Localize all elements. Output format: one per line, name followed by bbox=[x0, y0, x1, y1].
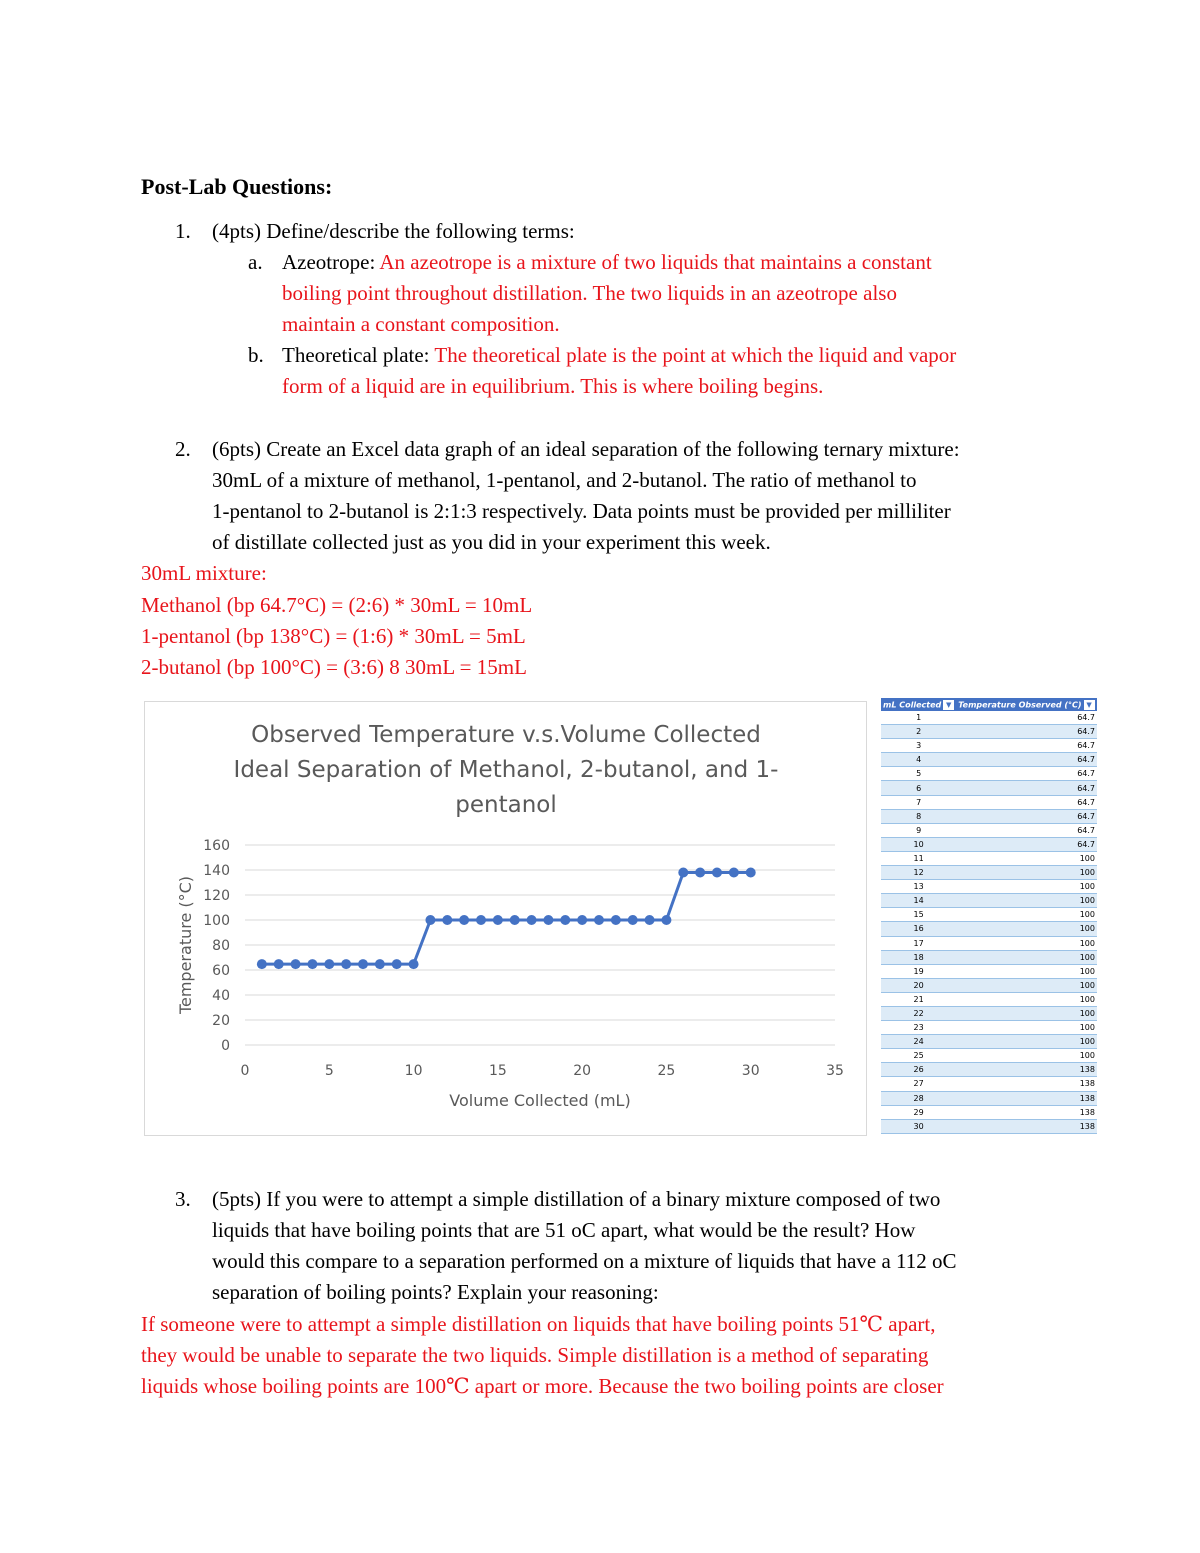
cell-temp[interactable]: 138 bbox=[956, 1105, 1097, 1119]
q1a-answer-1: An azeotrope is a mixture of two liquids that maintains a constant bbox=[379, 250, 932, 274]
cell-temp[interactable]: 100 bbox=[956, 866, 1097, 880]
cell-ml[interactable]: 8 bbox=[881, 809, 956, 823]
filter-dropdown-icon[interactable]: ▼ bbox=[1084, 700, 1095, 710]
cell-ml[interactable]: 21 bbox=[881, 992, 956, 1006]
data-point bbox=[375, 959, 385, 969]
temperature-chart bbox=[145, 702, 866, 1135]
filter-dropdown-icon[interactable]: ▼ bbox=[943, 700, 954, 710]
page-title: Post-Lab Questions: bbox=[141, 174, 333, 199]
q3-line3: would this compare to a separation performed on a mixture of liquids that have a 112 oC bbox=[212, 1249, 957, 1273]
y-tick-label: 80 bbox=[212, 938, 230, 954]
table-row bbox=[881, 1021, 1097, 1035]
data-point bbox=[746, 868, 756, 878]
cell-temp[interactable]: 100 bbox=[956, 1021, 1097, 1035]
cell-temp[interactable]: 100 bbox=[956, 1035, 1097, 1049]
table-row bbox=[881, 1049, 1097, 1063]
q1a-letter: a. bbox=[248, 250, 263, 274]
table-row bbox=[881, 795, 1097, 809]
y-tick-label: 100 bbox=[203, 913, 230, 929]
cell-ml[interactable]: 13 bbox=[881, 880, 956, 894]
q2-line3: 1-pentanol to 2-butanol is 2:1:3 respectively. Data points must be provided per milliliter bbox=[212, 499, 951, 523]
table-row bbox=[881, 1077, 1097, 1091]
table-row bbox=[881, 936, 1097, 950]
q2-answer-4: 2-butanol (bp 100°C) = (3:6) 8 30mL = 15mL bbox=[141, 655, 527, 679]
cell-ml[interactable]: 4 bbox=[881, 753, 956, 767]
cell-temp[interactable]: 64.7 bbox=[956, 795, 1097, 809]
cell-ml[interactable]: 6 bbox=[881, 781, 956, 795]
q1b-term: Theoretical plate: bbox=[282, 343, 435, 367]
cell-ml[interactable]: 30 bbox=[881, 1119, 956, 1133]
data-point bbox=[358, 959, 368, 969]
cell-ml[interactable]: 3 bbox=[881, 739, 956, 753]
data-point bbox=[712, 868, 722, 878]
q3-answer-2: they would be unable to separate the two liquids. Simple distillation is a method of separating bbox=[141, 1343, 929, 1367]
data-point bbox=[729, 868, 739, 878]
cell-ml[interactable]: 23 bbox=[881, 1021, 956, 1035]
cell-temp[interactable]: 100 bbox=[956, 936, 1097, 950]
q1a-answer-2: boiling point throughout distillation. The two liquids in an azeotrope also bbox=[282, 281, 897, 305]
chart-title-3: pentanol bbox=[455, 792, 557, 818]
q2-line4: of distillate collected just as you did in your experiment this week. bbox=[212, 530, 771, 554]
cell-temp[interactable]: 100 bbox=[956, 880, 1097, 894]
q1-number: 1. bbox=[175, 219, 191, 243]
q1a-line1 bbox=[282, 247, 932, 278]
data-point bbox=[510, 915, 520, 925]
q2-line2: 30mL of a mixture of methanol, 1-pentanol, and 2-butanol. The ratio of methanol to bbox=[212, 468, 917, 492]
chart-title-2: Ideal Separation of Methanol, 2-butanol, and 1- bbox=[233, 757, 779, 783]
x-tick-label: 20 bbox=[573, 1063, 592, 1079]
data-point bbox=[307, 959, 317, 969]
q2-line1: (6pts) Create an Excel data graph of an ideal separation of the following ternary mixture: bbox=[212, 437, 960, 461]
data-point bbox=[291, 959, 301, 969]
cell-temp[interactable]: 64.7 bbox=[956, 711, 1097, 725]
x-tick-label: 35 bbox=[826, 1063, 844, 1079]
cell-temp[interactable]: 100 bbox=[956, 992, 1097, 1006]
q3-answer-1: If someone were to attempt a simple distillation on liquids that have boiling points 51℃ apart, bbox=[141, 1312, 936, 1336]
cell-ml[interactable]: 12 bbox=[881, 866, 956, 880]
x-tick-label: 15 bbox=[488, 1063, 507, 1079]
y-tick-label: 160 bbox=[203, 838, 230, 854]
data-table bbox=[881, 698, 1097, 1134]
cell-temp[interactable]: 138 bbox=[956, 1063, 1097, 1077]
cell-ml[interactable]: 11 bbox=[881, 851, 956, 865]
table-row bbox=[881, 809, 1097, 823]
cell-ml[interactable]: 19 bbox=[881, 964, 956, 978]
q2-number: 2. bbox=[175, 437, 191, 461]
table-row bbox=[881, 767, 1097, 781]
cell-ml[interactable]: 2 bbox=[881, 725, 956, 739]
data-point bbox=[493, 915, 503, 925]
x-axis-label: Volume Collected (mL) bbox=[449, 1091, 631, 1110]
q1b-line1 bbox=[282, 340, 956, 371]
table-header-row bbox=[881, 698, 1097, 711]
table-row bbox=[881, 964, 1097, 978]
data-point bbox=[274, 959, 284, 969]
q3-number: 3. bbox=[175, 1187, 191, 1211]
table-row bbox=[881, 739, 1097, 753]
col-header-temp[interactable] bbox=[956, 698, 1097, 711]
cell-ml[interactable]: 1 bbox=[881, 711, 956, 725]
table-row bbox=[881, 725, 1097, 739]
cell-temp[interactable]: 138 bbox=[956, 1077, 1097, 1091]
x-tick-label: 30 bbox=[741, 1063, 760, 1079]
cell-ml[interactable]: 18 bbox=[881, 950, 956, 964]
cell-temp[interactable]: 64.7 bbox=[956, 837, 1097, 851]
col-header-ml[interactable] bbox=[881, 698, 956, 711]
q2-answer-1: 30mL mixture: bbox=[141, 561, 267, 585]
cell-ml[interactable]: 5 bbox=[881, 767, 956, 781]
data-point bbox=[611, 915, 621, 925]
table-row bbox=[881, 1091, 1097, 1105]
table-row bbox=[881, 950, 1097, 964]
x-tick-label: 25 bbox=[657, 1063, 676, 1079]
cell-ml[interactable]: 14 bbox=[881, 894, 956, 908]
data-point bbox=[543, 915, 553, 925]
cell-temp[interactable]: 138 bbox=[956, 1119, 1097, 1133]
data-point bbox=[645, 915, 655, 925]
table-row bbox=[881, 866, 1097, 880]
col-header-ml-label: mL Collected bbox=[883, 700, 942, 709]
data-point bbox=[442, 915, 452, 925]
chart-frame bbox=[144, 701, 867, 1136]
cell-ml[interactable]: 10 bbox=[881, 837, 956, 851]
table-row bbox=[881, 711, 1097, 725]
cell-ml[interactable]: 28 bbox=[881, 1091, 956, 1105]
y-tick-label: 20 bbox=[212, 1013, 230, 1029]
data-point bbox=[425, 915, 435, 925]
data-point bbox=[341, 959, 351, 969]
y-tick-label: 60 bbox=[212, 963, 230, 979]
cell-temp[interactable]: 100 bbox=[956, 964, 1097, 978]
data-point bbox=[594, 915, 604, 925]
y-axis-label: Temperature (°C) bbox=[176, 875, 195, 1015]
q3-line2: liquids that have boiling points that are 51 oC apart, what would be the result? How bbox=[212, 1218, 916, 1242]
table-row bbox=[881, 1035, 1097, 1049]
table-row bbox=[881, 992, 1097, 1006]
data-point bbox=[628, 915, 638, 925]
cell-ml[interactable]: 16 bbox=[881, 922, 956, 936]
table-row bbox=[881, 851, 1097, 865]
data-point bbox=[577, 915, 587, 925]
q2-answer-2: Methanol (bp 64.7°C) = (2:6) * 30mL = 10mL bbox=[141, 593, 533, 617]
cell-temp[interactable]: 100 bbox=[956, 950, 1097, 964]
q1a-term: Azeotrope: bbox=[282, 250, 380, 274]
cell-temp[interactable]: 100 bbox=[956, 908, 1097, 922]
table-row bbox=[881, 1105, 1097, 1119]
data-point bbox=[695, 868, 705, 878]
cell-temp[interactable]: 100 bbox=[956, 851, 1097, 865]
data-point bbox=[527, 915, 537, 925]
chart-title-1: Observed Temperature v.s.Volume Collected bbox=[251, 722, 761, 748]
table-row bbox=[881, 908, 1097, 922]
q1b-letter: b. bbox=[248, 343, 264, 367]
table-row bbox=[881, 922, 1097, 936]
data-point bbox=[459, 915, 469, 925]
cell-temp[interactable]: 64.7 bbox=[956, 823, 1097, 837]
col-header-temp-label: Temperature Observed (°C) bbox=[958, 700, 1082, 709]
data-point bbox=[560, 915, 570, 925]
q1b-answer-1: The theoretical plate is the point at which the liquid and vapor bbox=[434, 343, 957, 367]
data-point bbox=[661, 915, 671, 925]
cell-temp[interactable]: 100 bbox=[956, 922, 1097, 936]
cell-temp[interactable]: 138 bbox=[956, 1091, 1097, 1105]
table-row bbox=[881, 1119, 1097, 1133]
cell-ml[interactable]: 9 bbox=[881, 823, 956, 837]
cell-temp[interactable]: 100 bbox=[956, 978, 1097, 992]
cell-temp[interactable]: 100 bbox=[956, 894, 1097, 908]
cell-temp[interactable]: 64.7 bbox=[956, 809, 1097, 823]
table-row bbox=[881, 1063, 1097, 1077]
cell-temp[interactable]: 64.7 bbox=[956, 739, 1097, 753]
q3-answer-3: liquids whose boiling points are 100℃ apart or more. Because the two boiling points are closer bbox=[141, 1374, 944, 1398]
data-point bbox=[392, 959, 402, 969]
cell-ml[interactable]: 29 bbox=[881, 1105, 956, 1119]
x-tick-label: 0 bbox=[240, 1063, 250, 1079]
cell-ml[interactable]: 24 bbox=[881, 1035, 956, 1049]
table-row bbox=[881, 1006, 1097, 1020]
data-point bbox=[257, 959, 267, 969]
cell-temp[interactable]: 100 bbox=[956, 1049, 1097, 1063]
cell-ml[interactable]: 27 bbox=[881, 1077, 956, 1091]
cell-temp[interactable]: 64.7 bbox=[956, 725, 1097, 739]
data-point bbox=[476, 915, 486, 925]
y-tick-label: 40 bbox=[212, 988, 230, 1004]
data-point bbox=[409, 959, 419, 969]
cell-ml[interactable]: 22 bbox=[881, 1006, 956, 1020]
table-row bbox=[881, 837, 1097, 851]
data-point bbox=[678, 868, 688, 878]
x-tick-label: 5 bbox=[324, 1063, 334, 1079]
table-row bbox=[881, 823, 1097, 837]
q3-line4: separation of boiling points? Explain your reasoning: bbox=[212, 1280, 659, 1304]
y-tick-label: 120 bbox=[203, 888, 230, 904]
q1a-answer-3: maintain a constant composition. bbox=[282, 312, 560, 336]
y-tick-label: 0 bbox=[221, 1038, 230, 1054]
cell-ml[interactable]: 26 bbox=[881, 1063, 956, 1077]
cell-temp[interactable]: 100 bbox=[956, 1006, 1097, 1020]
data-point bbox=[324, 959, 334, 969]
series-line bbox=[262, 873, 751, 965]
table-row bbox=[881, 781, 1097, 795]
table-row bbox=[881, 753, 1097, 767]
x-tick-label: 10 bbox=[404, 1063, 423, 1079]
q1-text: (4pts) Define/describe the following terms: bbox=[212, 219, 575, 243]
table-row bbox=[881, 894, 1097, 908]
table-row bbox=[881, 880, 1097, 894]
cell-ml[interactable]: 15 bbox=[881, 908, 956, 922]
cell-ml[interactable]: 25 bbox=[881, 1049, 956, 1063]
y-tick-label: 140 bbox=[203, 863, 230, 879]
cell-ml[interactable]: 17 bbox=[881, 936, 956, 950]
q1b-answer-2: form of a liquid are in equilibrium. This is where boiling begins. bbox=[282, 374, 824, 398]
cell-temp[interactable]: 64.7 bbox=[956, 781, 1097, 795]
cell-ml[interactable]: 7 bbox=[881, 795, 956, 809]
cell-temp[interactable]: 64.7 bbox=[956, 753, 1097, 767]
cell-temp[interactable]: 64.7 bbox=[956, 767, 1097, 781]
table-row bbox=[881, 978, 1097, 992]
cell-ml[interactable]: 20 bbox=[881, 978, 956, 992]
q3-line1: (5pts) If you were to attempt a simple distillation of a binary mixture composed of two bbox=[212, 1187, 941, 1211]
q2-answer-3: 1-pentanol (bp 138°C) = (1:6) * 30mL = 5mL bbox=[141, 624, 526, 648]
